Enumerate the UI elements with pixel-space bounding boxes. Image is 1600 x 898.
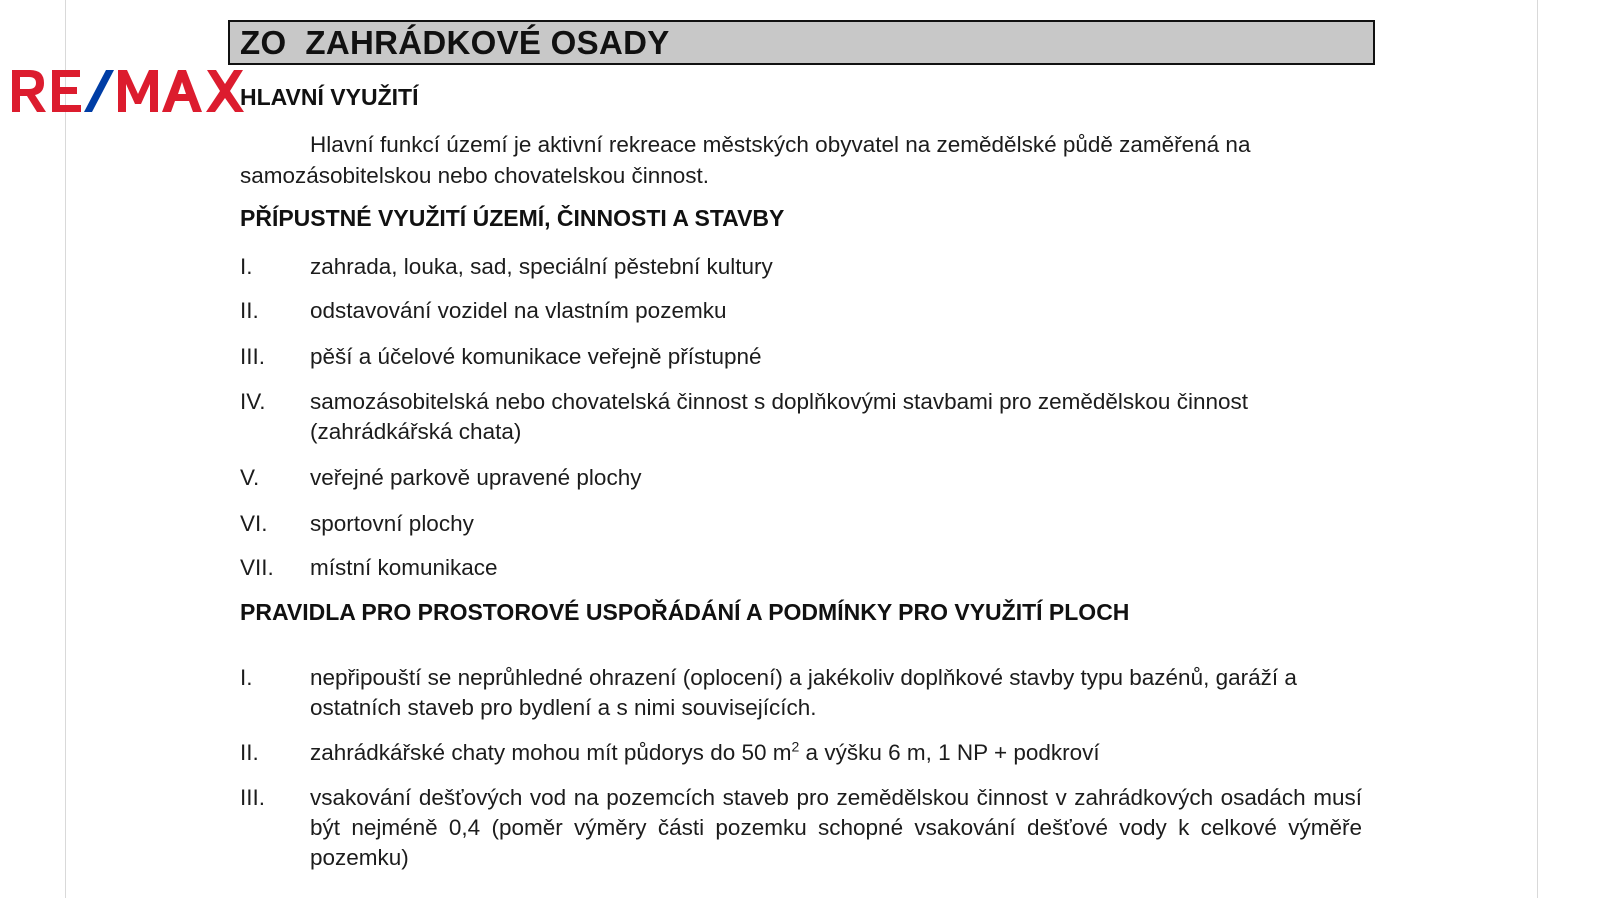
superscript: 2 xyxy=(791,738,800,755)
list-item xyxy=(240,663,1330,723)
list-item-text: samozásobitelská nebo chovatelská činnost s doplňkovými stavbami pro zemědělskou činnost (zahrádkářská chata) xyxy=(310,389,1248,444)
list-item-text: veřejné parkově upravené plochy xyxy=(310,465,642,490)
main-use-paragraph xyxy=(240,129,1360,191)
list-item-text-after: a výšku 6 m, 1 NP + podkroví xyxy=(799,740,1100,765)
list-item xyxy=(240,509,1362,539)
list-item-number: VII. xyxy=(240,555,274,580)
list-item xyxy=(240,342,1362,372)
list-item-text: nepřipouští se neprůhledné ohrazení (oplocení) a jakékoliv doplňkové stavby typu bazénů, garáží a ostatních staveb pro bydlení a s nimi souvisejících. xyxy=(310,665,1297,720)
list-item-text: pěší a účelové komunikace veřejně přístupné xyxy=(310,344,762,369)
list-item-text xyxy=(310,738,1362,768)
list-item-text: místní komunikace xyxy=(310,555,498,580)
list-item-text: vsakování dešťových vod na pozemcích staveb pro zemědělskou činnost v zahrádkových osadách musí být nejméně 0,4 (poměr výměry části pozemku schopné vsakování dešťové vody k celkové výměře pozemku) xyxy=(310,785,1362,870)
list-item-text: zahrada, louka, sad, speciální pěstební kultury xyxy=(310,254,773,279)
list-item-number: I. xyxy=(240,665,253,690)
list-item-number: IV. xyxy=(240,389,266,414)
list-item-number: I. xyxy=(240,254,253,279)
permitted-heading: PŘÍPUSTNÉ VYUŽITÍ ÚZEMÍ, ČINNOSTI A STAVBY xyxy=(240,205,785,231)
list-item-number: II. xyxy=(240,740,259,765)
section-title: ZO ZAHRÁDKOVÉ OSADY xyxy=(228,20,1375,65)
list-item-number: VI. xyxy=(240,511,268,536)
list-item xyxy=(240,738,1362,768)
list-item-number: III. xyxy=(240,344,266,369)
list-item-text: odstavování vozidel na vlastním pozemku xyxy=(310,298,727,323)
list-item xyxy=(240,553,1362,583)
main-use-heading: HLAVNÍ VYUŽITÍ xyxy=(240,84,419,110)
rules-heading: PRAVIDLA PRO PROSTOROVÉ USPOŘÁDÁNÍ A PODMÍNKY PRO VYUŽITÍ PLOCH xyxy=(240,599,1130,625)
remax-logo xyxy=(10,64,250,118)
list-item-text-before: zahrádkářské chaty mohou mít půdorys do 50 m xyxy=(310,740,792,765)
list-item xyxy=(240,783,1362,873)
list-item-number: III. xyxy=(240,785,266,810)
list-item xyxy=(240,463,1362,493)
list-item-text: sportovní plochy xyxy=(310,511,474,536)
list-item-number: II. xyxy=(240,298,259,323)
list-item-number: V. xyxy=(240,465,260,490)
list-item xyxy=(240,387,1350,447)
main-use-text: Hlavní funkcí území je aktivní rekreace městských obyvatel na zemědělské půdě zaměřená na samozásobitelskou nebo chovatelskou činnost. xyxy=(240,132,1251,188)
page-border-left xyxy=(65,0,66,898)
list-item xyxy=(240,252,1362,282)
list-item xyxy=(240,296,1362,326)
page-border-right xyxy=(1537,0,1538,898)
